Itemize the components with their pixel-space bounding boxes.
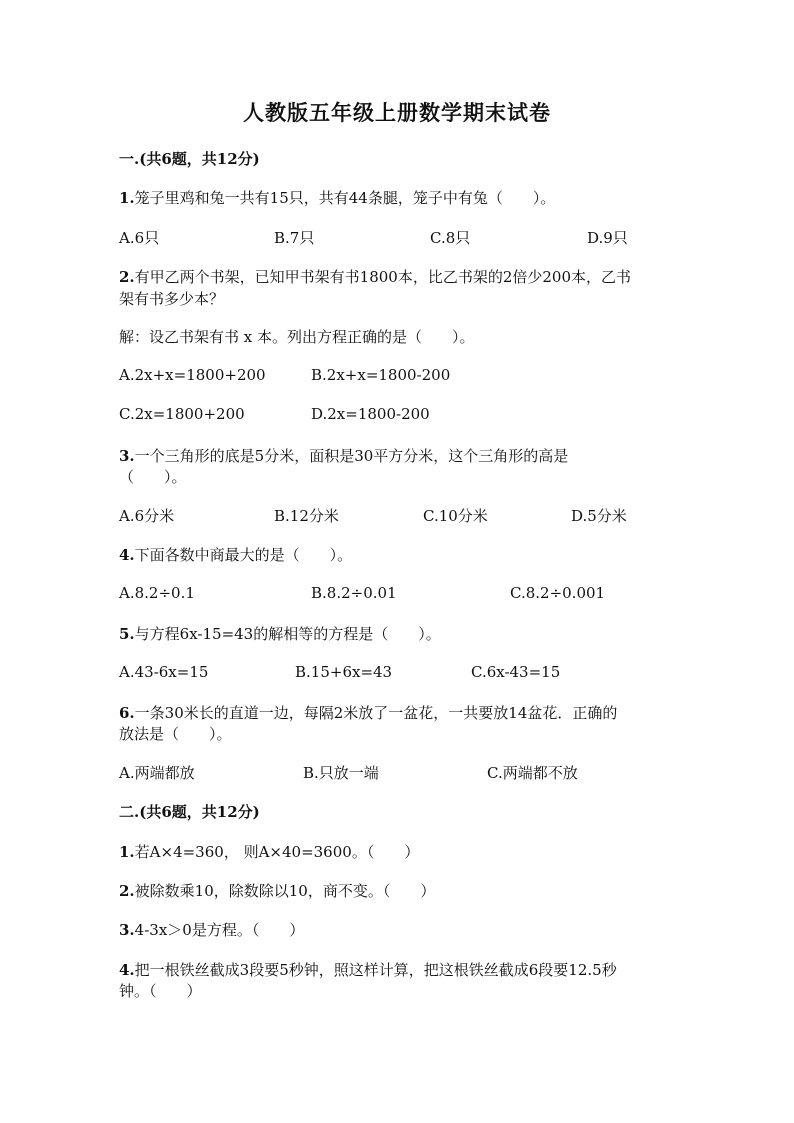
- question-text: 有甲乙两个书架，已知甲书架有书1800本，比乙书架的2倍少200本，乙书: [134, 268, 632, 286]
- option-a: A.6分米: [119, 507, 175, 525]
- option-b: B.12分米: [274, 507, 339, 525]
- question-1-3: [119, 445, 568, 466]
- option-a: A.6只: [119, 229, 160, 247]
- question-number: 5.: [119, 625, 135, 643]
- option-c: C.8.2÷0.001: [510, 584, 606, 602]
- question-number: 6.: [119, 704, 135, 722]
- question-text: 被除数乘10，除数除以10，商不变。（ ）: [134, 882, 436, 900]
- question-text: 笼子里鸡和兔一共有15只，共有44条腿，笼子中有兔（ ）。: [134, 189, 556, 207]
- option-a: A.8.2÷0.1: [119, 584, 195, 602]
- page-title: 人教版五年级上册数学期末试卷: [243, 100, 551, 125]
- question-number: 4.: [119, 546, 135, 564]
- option-d: D.2x=1800-200: [311, 405, 430, 423]
- question-text: 4-3x＞0是方程。（ ）: [134, 921, 305, 939]
- question-1-6: [119, 702, 617, 723]
- option-c: C.2x=1800+200: [119, 405, 245, 423]
- question-2-1: [119, 841, 419, 862]
- question-1-5: [119, 623, 441, 644]
- option-c: C.8只: [430, 229, 471, 247]
- question-text-continued: 钟。（ ）: [119, 982, 202, 1000]
- question-number: 3.: [119, 921, 135, 939]
- option-b: B.2x+x=1800-200: [311, 366, 451, 384]
- option-a: A.43-6x=15: [119, 663, 209, 681]
- question-number: 4.: [119, 961, 135, 979]
- option-a: A.两端都放: [119, 764, 195, 782]
- question-text: 一条30米长的直道一边，每隔2米放了一盆花，一共要放14盆花．正确的: [134, 704, 618, 722]
- option-b: B.8.2÷0.01: [311, 584, 397, 602]
- option-b: B.15+6x=43: [295, 663, 393, 681]
- question-number: 2.: [119, 268, 135, 286]
- section-heading-1: 一.(共6题，共12分): [119, 150, 260, 168]
- option-d: D.9只: [587, 229, 628, 247]
- question-text: 下面各数中商最大的是（ ）。: [134, 546, 353, 564]
- option-c: C.10分米: [423, 507, 488, 525]
- question-2-3: [119, 919, 304, 940]
- question-text: 一个三角形的底是5分米，面积是30平方分米，这个三角形的高是: [134, 447, 569, 465]
- question-1-1: [119, 187, 555, 208]
- question-2-4: [119, 959, 617, 980]
- option-c: C.6x-43=15: [471, 663, 561, 681]
- question-text-continued: 架有书多少本？: [119, 290, 225, 308]
- question-text: 把一根铁丝截成3段要5秒钟，照这样计算，把这根铁丝截成6段要12.5秒: [134, 961, 617, 979]
- option-c: C.两端都不放: [487, 764, 578, 782]
- question-number: 1.: [119, 189, 135, 207]
- question-2-2: [119, 880, 435, 901]
- option-a: A.2x+x=1800+200: [119, 366, 266, 384]
- section-heading-2: 二.(共6题，共12分): [119, 803, 260, 821]
- question-number: 3.: [119, 447, 135, 465]
- question-number: 2.: [119, 882, 135, 900]
- question-1-4: [119, 544, 352, 565]
- question-number: 1.: [119, 843, 135, 861]
- question-text: 若A×4=360， 则A×40=3600。（ ）: [134, 843, 420, 861]
- option-b: B.只放一端: [303, 764, 379, 782]
- question-text: 与方程6x-15=43的解相等的方程是（ ）。: [134, 625, 441, 643]
- question-text-continued: （ ）。: [119, 468, 187, 486]
- question-text-continued: 放法是（ ）。: [119, 725, 232, 743]
- option-b: B.7只: [274, 229, 315, 247]
- question-1-2: [119, 266, 631, 287]
- solution-text: 解：设乙书架有书 x 本。列出方程正确的是（ ）。: [119, 328, 475, 346]
- option-d: D.5分米: [571, 507, 627, 525]
